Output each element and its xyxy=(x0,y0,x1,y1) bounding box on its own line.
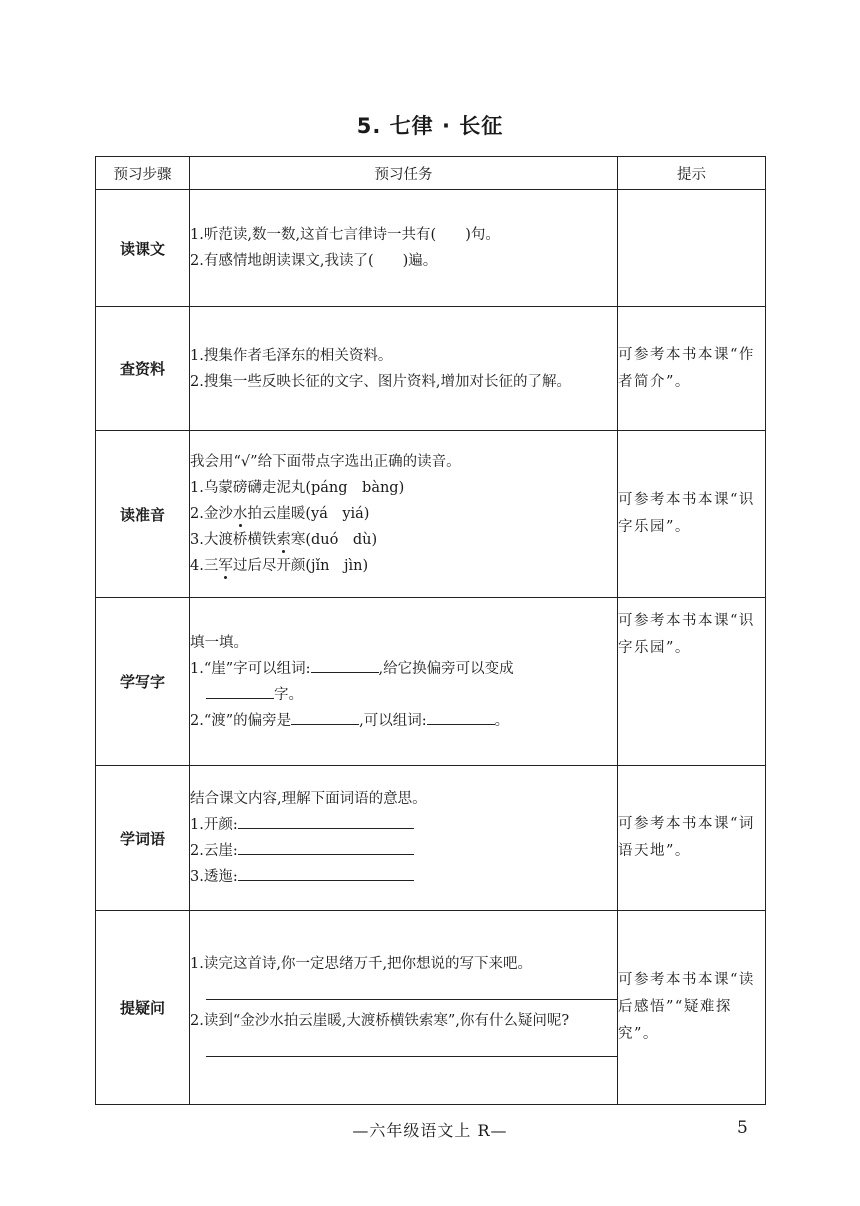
hint-cell: 可参考本书本课“词语天地”。 xyxy=(618,766,766,911)
task-line: 1.搜集作者毛泽东的相关资料。 xyxy=(190,347,393,364)
header-task: 预习任务 xyxy=(190,157,618,190)
answer-line[interactable] xyxy=(206,985,617,1000)
task-line: 3.大渡桥横铁索寒(duó dù) xyxy=(190,532,378,548)
hint-cell: 可参考本书本课“作者简介”。 xyxy=(618,307,766,431)
step-cell: 读准音 xyxy=(96,431,190,598)
task-cell xyxy=(190,598,618,766)
step-cell: 学写字 xyxy=(96,598,190,766)
task-cell xyxy=(190,431,618,598)
step-cell: 学词语 xyxy=(96,766,190,911)
fill-blank[interactable] xyxy=(311,656,379,673)
dotted-character: 军 xyxy=(218,558,233,574)
task-line: 3.透迤: xyxy=(190,864,617,890)
header-step: 预习步骤 xyxy=(96,157,190,190)
table-row xyxy=(96,190,766,307)
fill-blank[interactable] xyxy=(206,682,274,699)
step-cell: 读课文 xyxy=(96,190,190,307)
task-line: 2.有感情地朗读课文,我读了( )遍。 xyxy=(190,253,438,269)
task-line: 1.读完这首诗,你一定思绪万千,把你想说的写下来吧。 xyxy=(190,955,533,972)
task-line: 1.乌蒙磅礴走泥丸(páng bàng) xyxy=(190,480,405,496)
task-line: 1.“崖”字可以组词: ,给它换偏旁可以变成 xyxy=(190,656,617,682)
table-row xyxy=(96,766,766,911)
page-number: 5 xyxy=(737,1118,748,1138)
fill-blank[interactable] xyxy=(291,708,359,725)
answer-line[interactable] xyxy=(238,838,414,855)
hint-cell: 可参考本书本课“读后感悟”“疑难探究”。 xyxy=(618,911,766,1105)
step-cell: 提疑问 xyxy=(96,911,190,1105)
dotted-character: 索 xyxy=(276,532,291,548)
hint-cell: 可参考本书本课“识字乐园”。 xyxy=(618,431,766,598)
task-cell xyxy=(190,911,618,1105)
page-title: 5. 七律 · 长征 xyxy=(356,114,504,138)
answer-line[interactable] xyxy=(238,812,414,829)
task-line: 2.“渡”的偏旁是 ,可以组词: 。 xyxy=(190,708,617,734)
task-line: 填一填。 xyxy=(190,634,248,651)
task-cell xyxy=(190,190,618,307)
task-line: 1.开颜: xyxy=(190,812,617,838)
task-line: 2.金沙水拍云崖暖(yá yiá) xyxy=(190,506,370,522)
hint-cell xyxy=(618,190,766,307)
table-row xyxy=(96,431,766,598)
preview-table xyxy=(95,156,766,1105)
task-line: 4.三军过后尽开颜(jǐn jìn) xyxy=(190,558,369,574)
answer-line[interactable] xyxy=(238,864,414,881)
task-line: 我会用“√”给下面带点字选出正确的读音。 xyxy=(190,454,461,470)
task-line: 1.听范读,数一数,这首七言律诗一共有( )句。 xyxy=(190,227,500,243)
task-line: 2.读到“金沙水拍云崖暖,大渡桥横铁索寒”,你有什么疑问呢? xyxy=(190,1012,570,1029)
task-cell xyxy=(190,307,618,431)
task-line: 2.云崖: xyxy=(190,838,617,864)
task-cell xyxy=(190,766,618,911)
table-header-row xyxy=(96,157,766,190)
table-row xyxy=(96,307,766,431)
dotted-character: 水 xyxy=(232,506,248,522)
header-hint: 提示 xyxy=(618,157,766,190)
table-row xyxy=(96,598,766,766)
table-row xyxy=(96,911,766,1105)
task-line: 2.搜集一些反映长征的文字、图片资料,增加对长征的了解。 xyxy=(190,373,571,390)
hint-cell: 可参考本书本课“识字乐园”。 xyxy=(618,598,766,766)
task-line: 字。 xyxy=(190,682,617,708)
task-line: 结合课文内容,理解下面词语的意思。 xyxy=(190,791,427,807)
answer-line[interactable] xyxy=(206,1042,617,1057)
fill-blank[interactable] xyxy=(427,708,495,725)
step-cell: 查资料 xyxy=(96,307,190,431)
page-footer: —六年级语文上 R— xyxy=(352,1121,508,1140)
